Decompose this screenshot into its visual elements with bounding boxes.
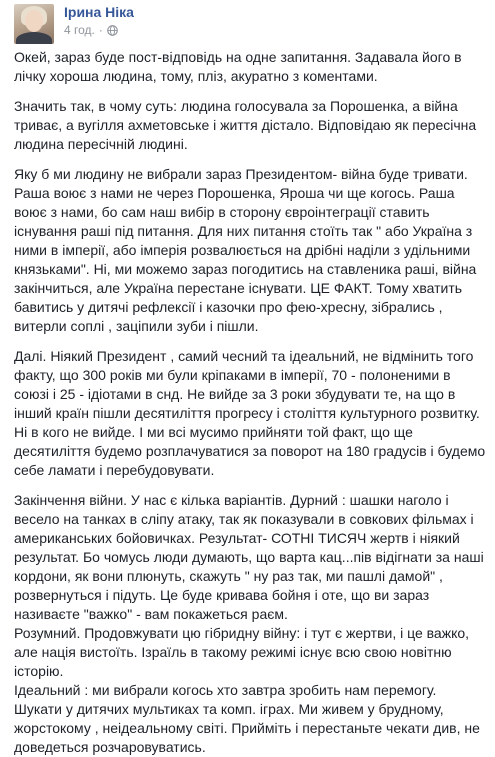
post-meta: [64, 23, 118, 37]
avatar-shoulders: [16, 32, 52, 44]
post-paragraph: Далі. Ніякий Президент , самий чесний та ідеальний, не відмінить того факту, що 300 років ми були кріпаками в імперії, 70 - полоненими в союзі і 25 - ідіотами в снд. Не вийде за 3 роки збудувати те, на що в інший країн пішли десятиліття прогресу і століття культурного розвитку. Ні в кого не вийде. І ми всі мусимо прийняти той факт, що ще десятиліття будемо розплачуватися за поворот на 180 градусів і будемо себе ламати і перебудовувати.: [14, 348, 486, 478]
post-paragraph: Яку б ми людину не вибрали зараз Президентом- війна буде тривати. Раша воює з нами не через Порошенка, Яроша чи ще когось. Раша воює з нами, бо сам наш вибір в сторону євроінтеграції ставить існування раші під питання. Для них питання стоїть так " або Україна з ними в імперії, або імперія розвалюється на дрібні наділи з удільними князьками". Ні, ми можемо зараз погодитись на ставленика раші, війна закінчиться, але Україна перестане існувати. ЦЕ ФАКТ. Тому хватить бавитись у дитячі рефлексії і казочки про фею-хресну, зібрались , витерли соплі , заціпили зуби і пішли.: [14, 166, 477, 334]
post-paragraph: Значить так, в чому суть: людина голосувала за Порошенка, а війна триває, а вугілля ахметовське і життя дістало. Відповідаю як пересічна людина пересічній людині.: [14, 98, 477, 152]
meta-separator: ·: [98, 23, 103, 37]
post-paragraph: Окей, зараз буде пост-відповідь на одне запитання. Задавала його в лічку хороша людина, тому, пліз, акуратно з коментами.: [14, 49, 462, 84]
post-paragraph-ideal-option: Ідеальний : ми вибрали когось хто завтра зробить нам перемогу. Шукати у дитячих мультиках та комп. іграх. Ми живем у брудному, жорстокому , неідеальному світі. Прийміть і перестаньте чекати див, не доведеться розчаровуватись.: [14, 682, 480, 755]
globe-icon[interactable]: [107, 25, 118, 36]
avatar-face: [25, 10, 43, 32]
author-avatar[interactable]: [14, 4, 54, 44]
post-body: [8, 44, 487, 757]
post-paragraph-smart-option: Розумний. Продовжувати цю гібридну війну: і тут є жертви, і це важко, але нація вистоїть. Ізраїль в такому режимі існує всю свою новітню історію.: [14, 625, 470, 679]
post-header: [8, 0, 487, 44]
post-paragraph-ending-war: Закінчення війни. У нас є кілька варіантів. Дурний : шашки наголо і весело на танках в сліпу атаку, так як показували в совкових фільмах і американських бойовичках. Результат- СОТНІ ТИСЯЧ жертв і ніякий результат. Бо чомусь люди думають, що варта кац...пів відігнати за наші кордони, як вони плюнуть, скажуть " ну раз так, ми пашлі дамой" , розвернуться і підуть. Це буде кривава бойня і оте, що ви зараз називаєте "важко" - вам покажеться раєм.: [14, 492, 484, 622]
author-name[interactable]: Ірина Ніка: [64, 4, 134, 20]
post-time[interactable]: 4 год.: [64, 23, 95, 37]
